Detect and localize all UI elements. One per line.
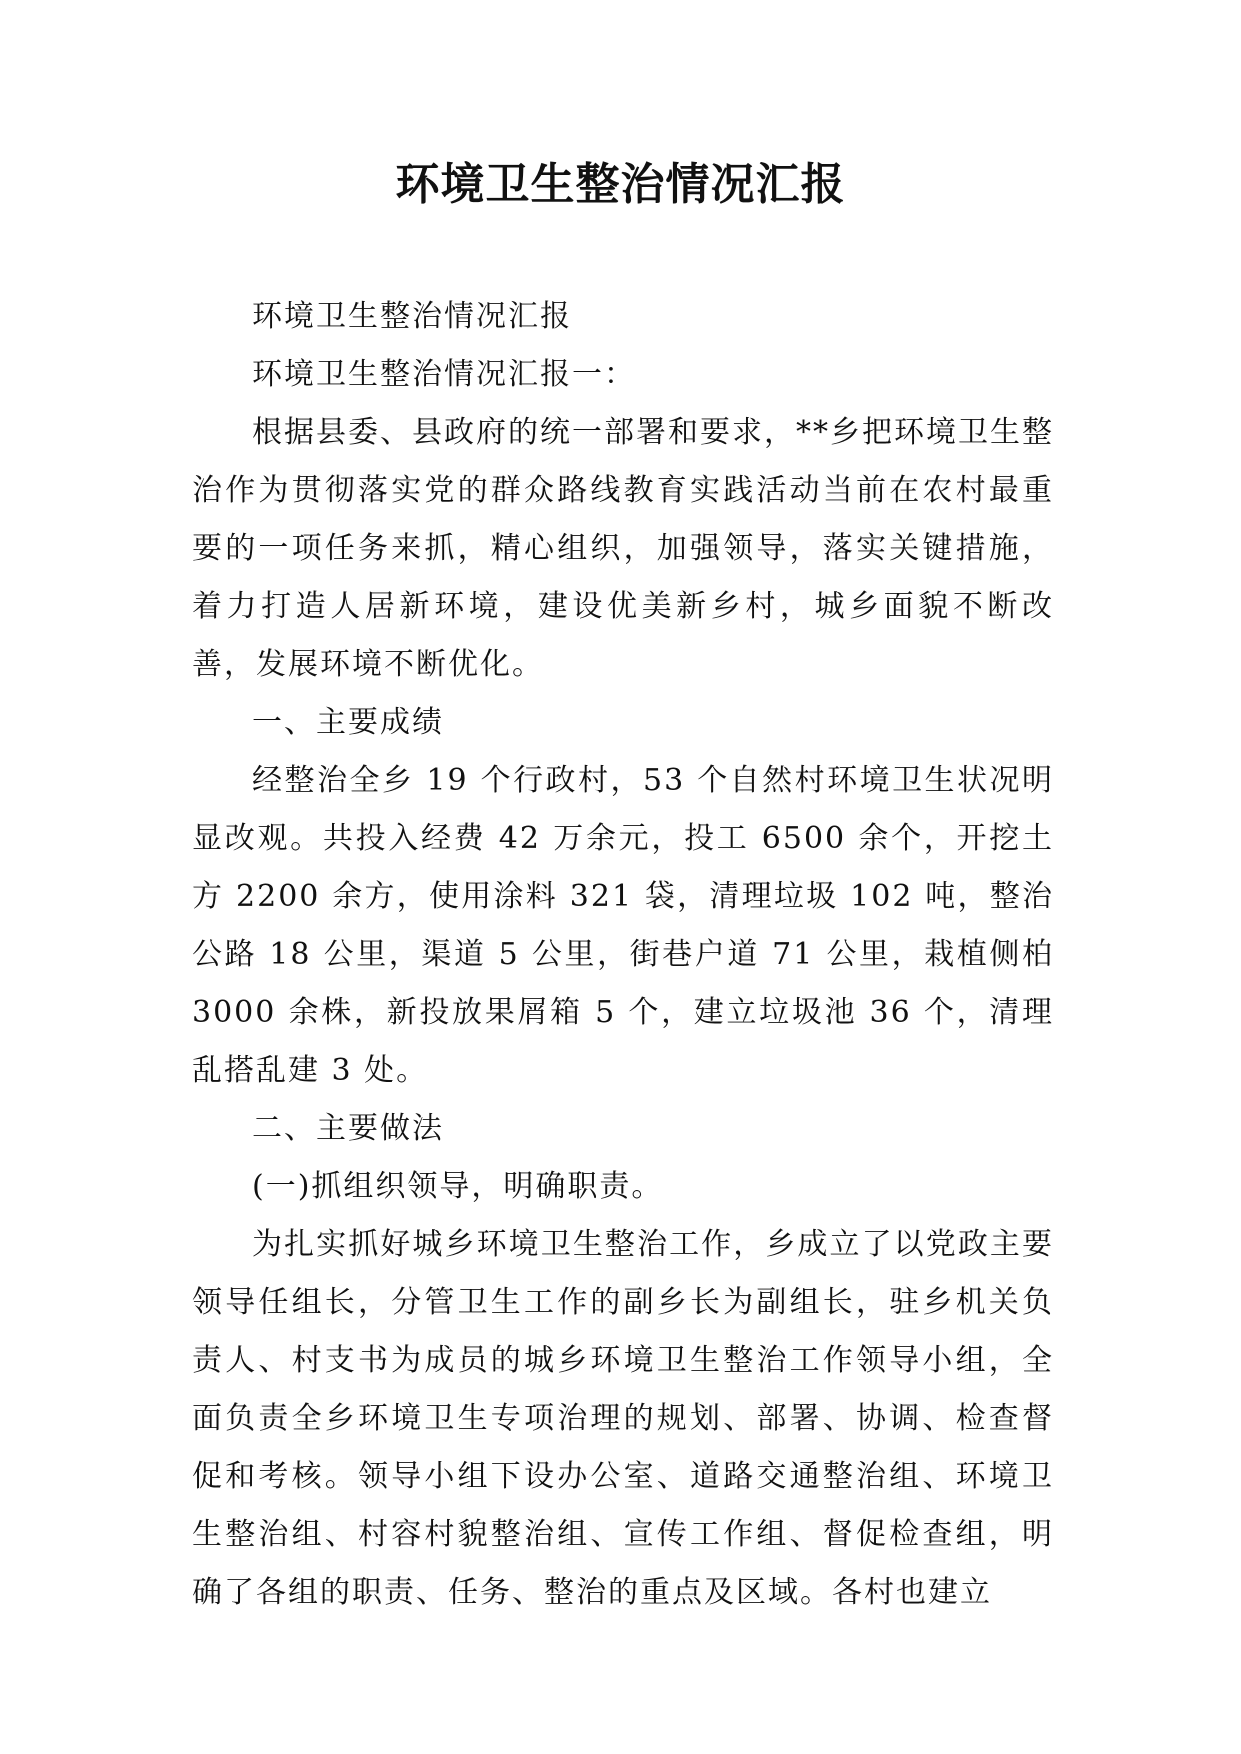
subsection-heading-organization: (一)抓组织领导，明确职责。 <box>252 1169 664 1204</box>
section-heading-achievements: 一、主要成绩 <box>252 705 444 740</box>
document-body <box>192 288 1054 1622</box>
paragraph-intro: 根据县委、县政府的统一部署和要求，**乡把环境卫生整治作为贯彻落实党的群众路线教育实践活动当前在农村最重要的一项任务来抓，精心组织，加强领导，落实关键措施，着力打造人居新环境，建设优美新乡村，城乡面貌不断改善，发展环境不断优化。 <box>192 415 1054 682</box>
paragraph-organization: 为扎实抓好城乡环境卫生整治工作，乡成立了以党政主要领导任组长，分管卫生工作的副乡长为副组长，驻乡机关负责人、村支书为成员的城乡环境卫生整治工作领导小组，全面负责全乡环境卫生专项治理的规划、部署、协调、检查督促和考核。领导小组下设办公室、道路交通整治组、环境卫生整治组、村容村貌整治组、宣传工作组、督促检查组，明确了各组的职责、任务、整治的重点及区域。各村也建立 <box>192 1227 1054 1610</box>
paragraph-subheading: 环境卫生整治情况汇报一： <box>252 357 636 392</box>
paragraph-achievements: 经整治全乡 19 个行政村，53 个自然村环境卫生状况明显改观。共投入经费 42 万余元，投工 6500 余个，开挖土方 2200 余方，使用涂料 321 袋，清理垃圾 102 吨，整治公路 18 公里，渠道 5 公里，街巷户道 71 公里，栽植侧柏 3000 余株，新投放果屑箱 5 个，建立垃圾池 36 个，清理乱搭乱建 3 处。 <box>192 763 1054 1088</box>
paragraph-heading: 环境卫生整治情况汇报 <box>252 299 572 334</box>
document-title: 环境卫生整治情况汇报 <box>395 159 846 210</box>
section-heading-methods: 二、主要做法 <box>252 1111 444 1146</box>
